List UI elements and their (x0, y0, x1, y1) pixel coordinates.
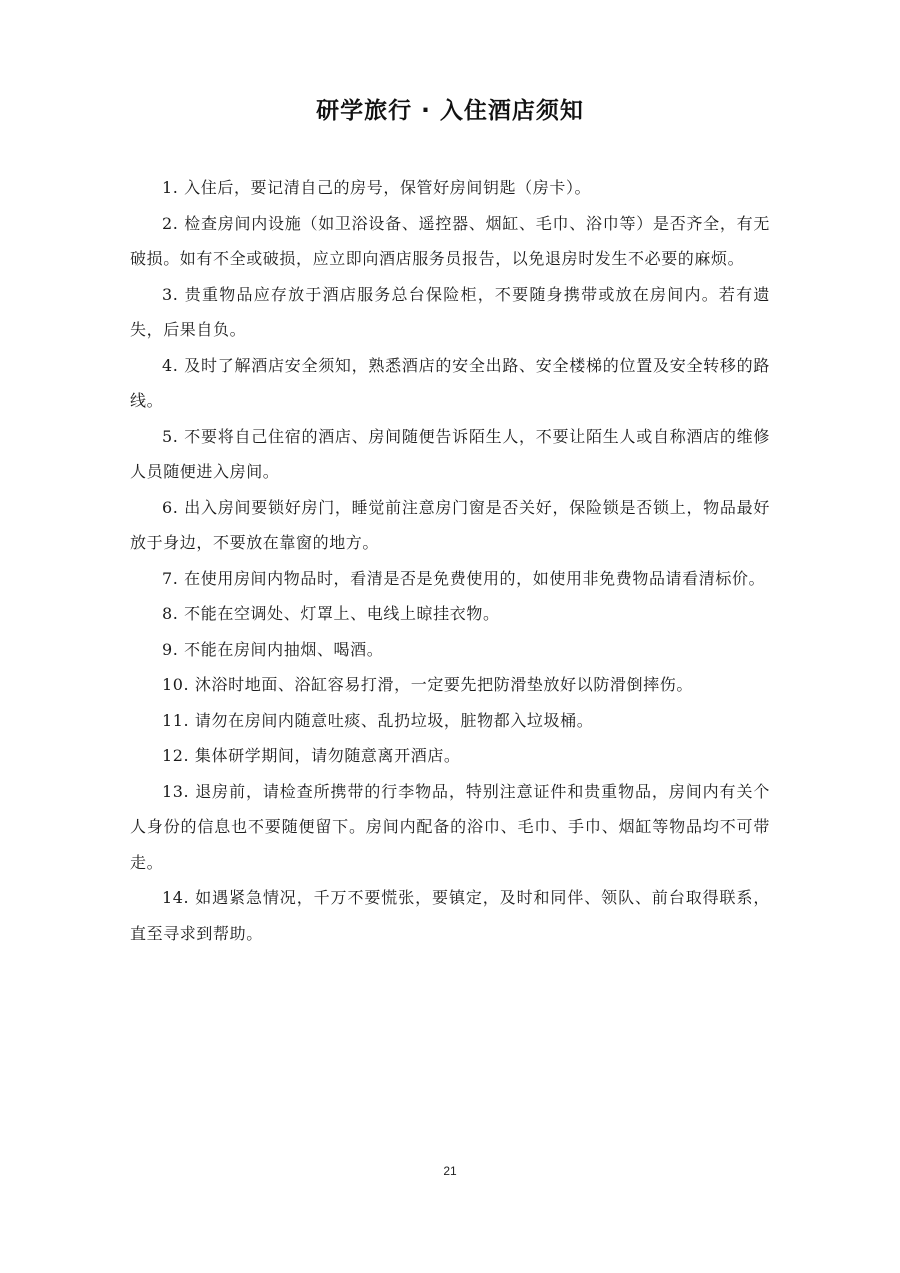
notice-item-9: 9. 不能在房间内抽烟、喝酒。 (162, 639, 384, 659)
notice-item-12: 12. 集体研学期间，请勿随意离开酒店。 (162, 746, 461, 765)
notice-item-10: 10. 沐浴时地面、浴缸容易打滑，一定要先把防滑垫放好以防滑倒摔伤。 (162, 675, 693, 694)
page-number: 21 (443, 1164, 457, 1178)
notice-item-1: 1. 入住后，要记清自己的房号，保管好房间钥匙（房卡）。 (162, 178, 592, 197)
notice-list (130, 170, 770, 951)
notice-item-6: 6. 出入房间要锁好房门，睡觉前注意房门窗是否关好，保险锁是否锁上，物品最好放于身边，不要放在靠窗的地方。 (130, 497, 770, 552)
notice-item-7: 7. 在使用房间内物品时，看清是否是免费使用的，如使用非免费物品请看清标价。 (162, 568, 766, 588)
notice-item-3: 3. 贵重物品应存放于酒店服务总台保险柜，不要随身携带或放在房间内。若有遗失，后果自负。 (130, 284, 770, 339)
page-title: 研学旅行 · 入住酒店须知 (316, 98, 584, 124)
notice-item-8: 8. 不能在空调处、灯罩上、电线上晾挂衣物。 (162, 604, 500, 623)
notice-item-13: 13. 退房前，请检查所携带的行李物品，特别注意证件和贵重物品，房间内有关个人身份的信息也不要随便留下。房间内配备的浴巾、毛巾、手巾、烟缸等物品均不可带走。 (130, 781, 770, 872)
notice-item-14: 14. 如遇紧急情况，千万不要慌张，要镇定，及时和同伴、领队、前台取得联系，直至寻求到帮助。 (130, 888, 770, 943)
notice-item-2: 2. 检查房间内设施（如卫浴设备、遥控器、烟缸、毛巾、浴巾等）是否齐全，有无破损。如有不全或破损，应立即向酒店服务员报告，以免退房时发生不必要的麻烦。 (130, 213, 770, 268)
notice-item-5: 5. 不要将自己住宿的酒店、房间随便告诉陌生人，不要让陌生人或自称酒店的维修人员随便进入房间。 (130, 426, 770, 481)
notice-item-11: 11. 请勿在房间内随意吐痰、乱扔垃圾，脏物都入垃圾桶。 (162, 710, 594, 730)
notice-item-4: 4. 及时了解酒店安全须知，熟悉酒店的安全出路、安全楼梯的位置及安全转移的路线。 (130, 355, 770, 410)
